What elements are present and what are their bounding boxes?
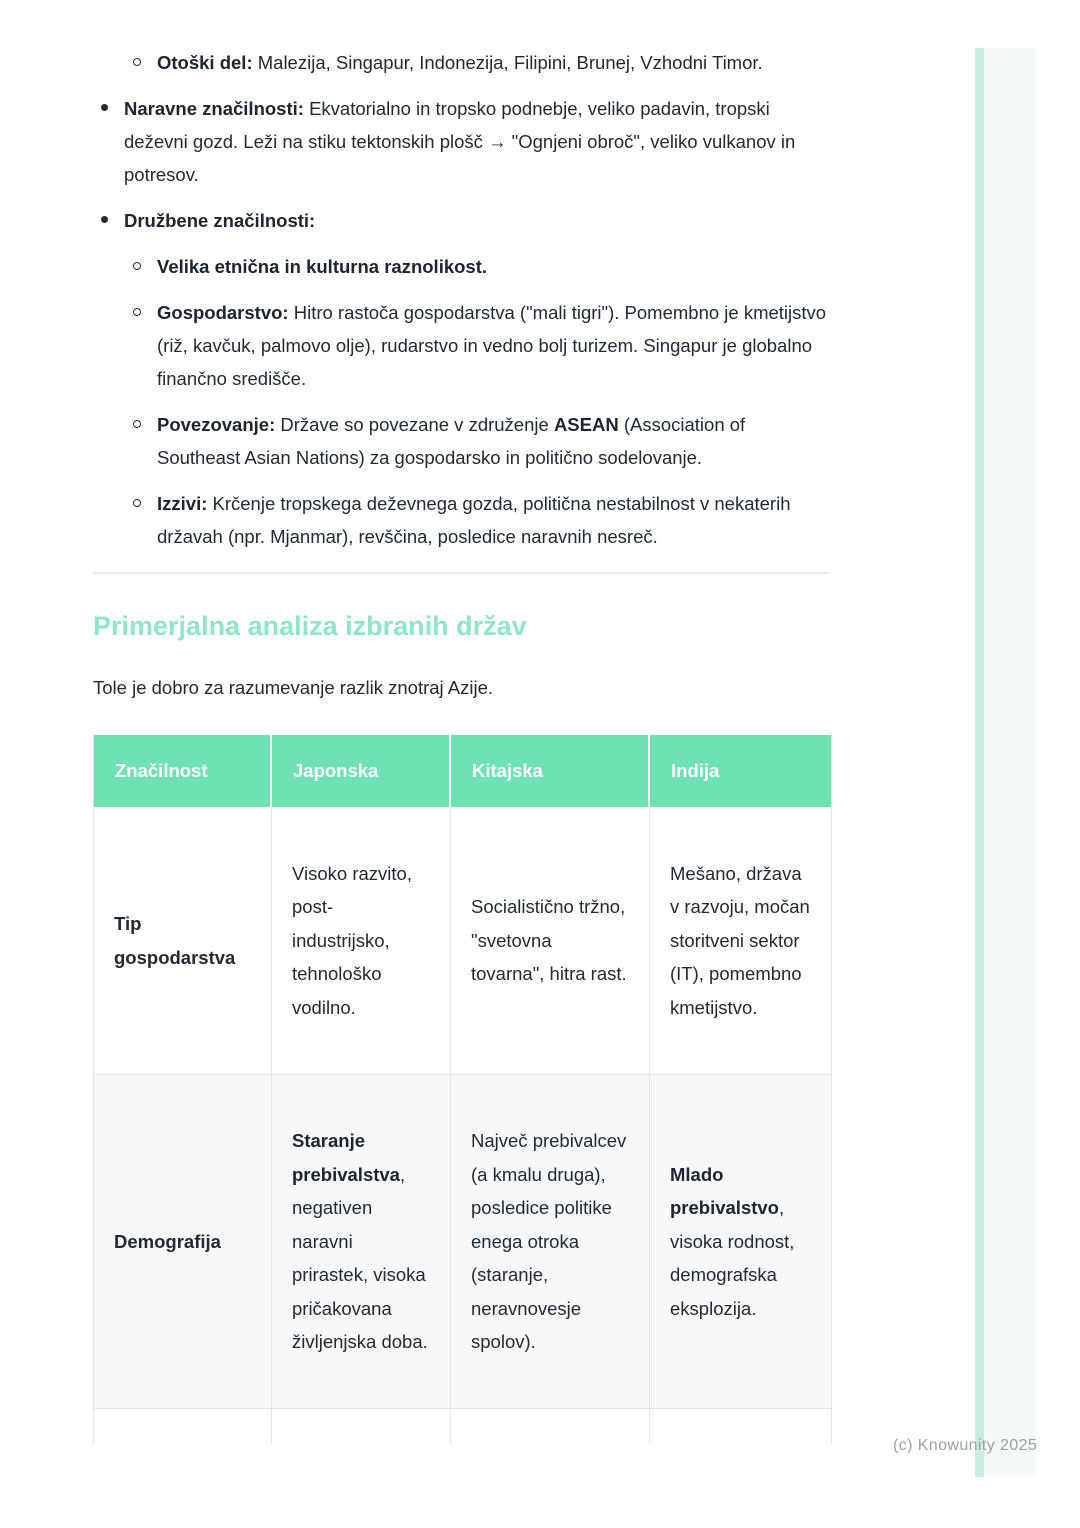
comparison-table xyxy=(93,735,832,1444)
intro-paragraph: Tole je dobro za razumevanje razlik znotraj Azije. xyxy=(93,677,493,698)
list-item xyxy=(93,250,830,283)
list-item-text: Naravne značilnosti: Ekvatorialno in tropsko podnebje, veliko padavin, tropski deževni gozd. Leži na stiku tektonskih plošč → "Ognjeni obroč", veliko vulkanov in potresov. xyxy=(124,98,796,185)
table-cell xyxy=(650,1409,831,1444)
list-item-text: Izzivi: Krčenje tropskega deževnega gozda, politična nestabilnost v nekaterih državah (npr. Mjanmar), revščina, posledice naravnih nesreč. xyxy=(157,493,791,547)
table-cell: Socialistično tržno, "svetovna tovarna", hitra rast. xyxy=(451,807,650,1075)
table-cell: Mešano, država v razvoju, močan storitveni sektor (IT), pomembno kmetijstvo. xyxy=(650,807,831,1075)
table-cell xyxy=(451,1409,650,1444)
table-header-cell: Indija xyxy=(650,735,831,807)
list-item-text: Povezovanje: Države so povezane v združenje ASEAN (Association of Southeast Asian Nations) za gospodarsko in politično sodelovanje. xyxy=(157,414,746,468)
list-item-text: Velika etnična in kulturna raznolikost. xyxy=(157,256,488,277)
list-item-text: Otoški del: Malezija, Singapur, Indonezija, Filipini, Brunej, Vzhodni Timor. xyxy=(157,52,763,73)
table-cell xyxy=(272,1409,451,1444)
list-item xyxy=(93,204,830,237)
table-row xyxy=(94,1409,831,1444)
circle-bullet-icon xyxy=(133,499,141,507)
watermark: (c) Knowunity 2025 xyxy=(893,1437,1038,1454)
table-body xyxy=(94,807,831,1444)
row-label-cell: Tip gospodarstva xyxy=(94,807,272,1075)
table-row xyxy=(94,807,831,1075)
table-header-cell: Japonska xyxy=(272,735,451,807)
list-item xyxy=(93,92,830,191)
section-heading: Primerjalna analiza izbranih držav xyxy=(93,611,527,641)
accent-side-bar xyxy=(975,48,984,1477)
row-label-cell xyxy=(94,1409,272,1444)
document-content xyxy=(93,0,830,1444)
table-header-cell: Značilnost xyxy=(94,735,272,807)
table-cell: Visoko razvito, post-industrijsko, tehnološko vodilno. xyxy=(272,807,451,1075)
list-item-text: Družbene značilnosti: xyxy=(124,210,316,231)
page-edge-tint xyxy=(984,48,1036,1477)
bullet-list xyxy=(93,46,830,553)
list-item xyxy=(93,46,830,79)
table-header-cell: Kitajska xyxy=(451,735,650,807)
disc-bullet-icon xyxy=(101,104,108,111)
table-cell: Največ prebivalcev (a kmalu druga), posledice politike enega otroka (staranje, neravnovesje spolov). xyxy=(451,1075,650,1409)
row-label-cell: Demografija xyxy=(94,1075,272,1409)
table-row xyxy=(94,1075,831,1409)
list-item-text: Gospodarstvo: Hitro rastoča gospodarstva ("mali tigri"). Pomembno je kmetijstvo (riž, kavčuk, palmovo olje), rudarstvo in vedno bolj turizem. Singapur je globalno finančno središče. xyxy=(157,302,827,389)
circle-bullet-icon xyxy=(133,58,141,66)
disc-bullet-icon xyxy=(101,216,108,223)
list-item xyxy=(93,408,830,474)
circle-bullet-icon xyxy=(133,262,141,270)
list-item xyxy=(93,487,830,553)
table-cell: Staranje prebivalstva, negativen naravni prirastek, visoka pričakovana življenjska doba. xyxy=(272,1075,451,1409)
table-header-row xyxy=(94,735,831,807)
list-item xyxy=(93,296,830,395)
circle-bullet-icon xyxy=(133,420,141,428)
table-cell: Mlado prebivalstvo, visoka rodnost, demografska eksplozija. xyxy=(650,1075,831,1409)
circle-bullet-icon xyxy=(133,308,141,316)
section-divider xyxy=(93,572,830,574)
